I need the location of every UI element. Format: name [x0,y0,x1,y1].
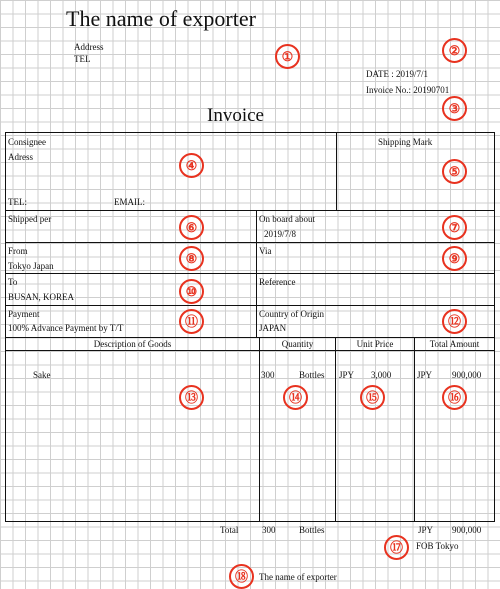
from-value: Tokyo Japan [8,261,54,271]
payment-value: 100% Advance Payment by T/T [8,323,124,333]
address-label: Address [74,42,104,52]
total-label: Total [220,525,239,535]
total-currency: JPY [418,525,434,535]
header-row-rule [5,350,495,351]
invoice-number: Invoice No.: 20190701 [366,85,450,95]
table-border-right [494,132,495,522]
marker-4: ④ [179,153,204,178]
table-border-top [5,132,495,133]
to-label: To [8,277,18,287]
rule [5,337,495,338]
marker-14: ⑭ [283,385,308,410]
consignee-tel-label: TEL: [8,197,27,207]
exporter-title: The name of exporter [66,6,256,31]
goods-price-currency: JPY [339,370,355,380]
reference-label: Reference [259,277,296,287]
rule [5,210,495,211]
marker-18: ⑱ [229,564,254,589]
via-label: Via [259,246,272,256]
table-border-left [5,132,6,522]
from-label: From [8,246,28,256]
to-value: BUSAN, KOREA [8,292,75,302]
marker-5: ⑤ [442,159,467,184]
goods-amount: 900,000 [452,370,482,380]
on-board-label: On board about [259,214,315,224]
column-header-description: Description of Goods [93,339,172,349]
on-board-value: 2019/7/8 [264,229,297,239]
marker-3: ③ [442,96,467,121]
tel-label: TEL [74,54,91,64]
mid-divider [256,210,257,338]
shipped-per-label: Shipped per [8,214,52,224]
marker-17: ⑰ [384,535,409,560]
signature-exporter-name: The name of exporter [259,572,337,582]
marker-12: ⑫ [442,309,467,334]
goods-col-divider [335,337,336,522]
rule [5,305,495,306]
rule [5,242,495,243]
goods-unit: Bottles [299,370,325,380]
consignee-email-label: EMAIL: [114,197,145,207]
goods-quantity: 300 [261,370,275,380]
marker-8: ⑧ [179,246,204,271]
consignee-label: Consignee [8,137,46,147]
origin-value: JAPAN [259,323,287,333]
marker-10: ⑩ [179,279,204,304]
column-header-quantity: Quantity [281,339,314,349]
invoice-title: Invoice [207,105,264,126]
incoterm: FOB Tokyo [416,541,459,551]
marker-13: ⑬ [179,385,204,410]
shipping-mark-label: Shipping Mark [378,137,433,147]
goods-description: Sake [33,370,51,380]
goods-unit-price: 3,000 [371,370,392,380]
marker-15: ⑮ [360,385,385,410]
goods-col-divider [259,337,260,522]
marker-16: ⑯ [442,385,467,410]
marker-2: ② [442,38,467,63]
marker-7: ⑦ [442,215,467,240]
date-line: DATE : 2019/7/1 [366,69,428,79]
rule [5,273,495,274]
consignee-address-label: Adress [8,152,33,162]
goods-col-divider [414,337,415,522]
origin-label: Country of Origin [259,309,324,319]
goods-amount-currency: JPY [417,370,433,380]
marker-9: ⑨ [442,246,467,271]
payment-label: Payment [8,309,40,319]
marker-11: ⑪ [179,309,204,334]
total-unit: Bottles [299,525,325,535]
marker-6: ⑥ [179,215,204,240]
shipping-mark-divider [336,132,337,210]
marker-1: ① [275,44,300,69]
column-header-total-amount: Total Amount [429,339,480,349]
total-quantity: 300 [262,525,276,535]
column-header-unit-price: Unit Price [356,339,394,349]
table-border-bottom [5,521,495,522]
total-amount: 900,000 [452,525,482,535]
